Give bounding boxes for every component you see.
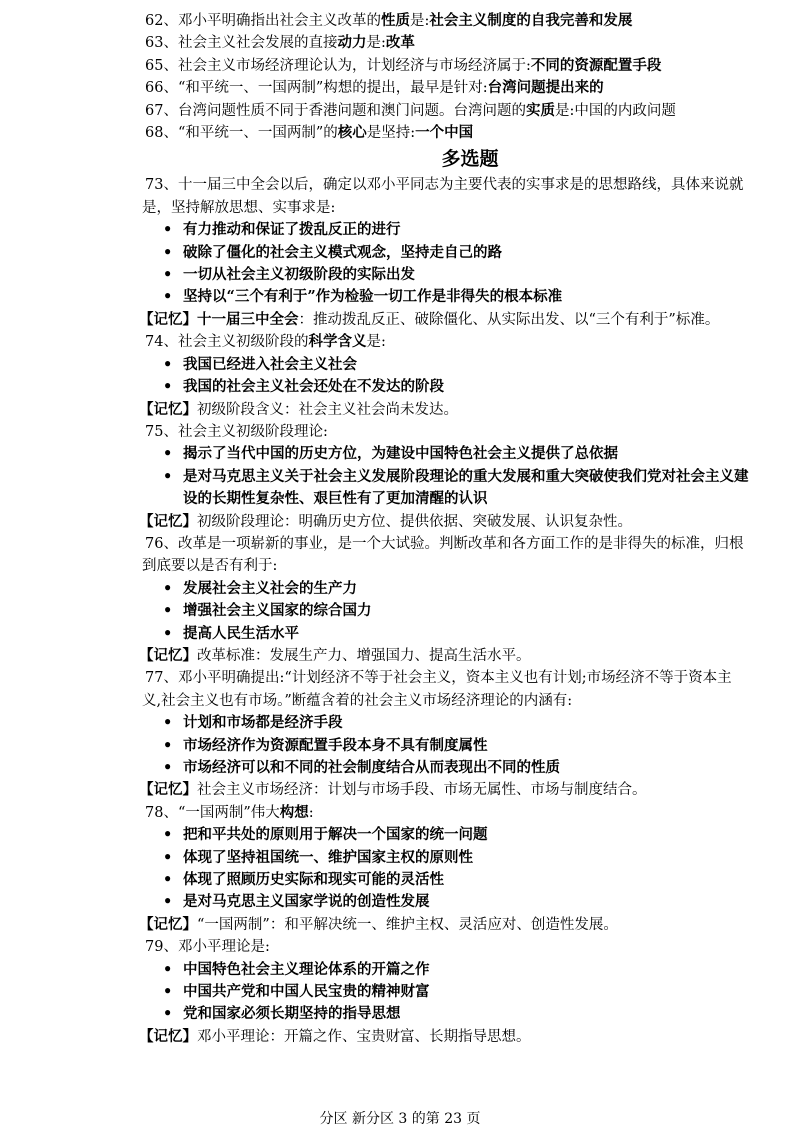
option: • 市场经济可以和不同的社会制度结合从而表现出不同的性质: [145, 757, 765, 779]
option: • 把和平共处的原则用于解决一个国家的统一问题: [145, 824, 765, 846]
memory-note: 【记忆】邓小平理论：开篇之作、宝贵财富、长期指导思想。: [139, 1027, 531, 1045]
question-76: [139, 533, 765, 667]
option-list: [145, 578, 765, 645]
option: • 计划和市场都是经济手段: [145, 712, 765, 734]
memory-note: 【记忆】初级阶段理论：明确历史方位、提供依据、突破发展、认识复杂性。: [139, 512, 632, 530]
item-68: 68、“和平统一、一国两制”的核心是坚持:一个中国: [145, 124, 474, 142]
question-77: [139, 667, 765, 801]
option: • 增强社会主义国家的综合国力: [145, 600, 765, 622]
question-stem: 76、改革是一项崭新的事业，是一个大试验。判断改革和各方面工作的是非得失的标准，归根: [145, 535, 744, 552]
option: • 揭示了当代中国的历史方位，为建设中国特色社会主义提供了总依据: [145, 443, 765, 465]
question-stem: 78、“一国两制”伟大构想:: [145, 803, 314, 821]
memory-note: 【记忆】社会主义市场经济：计划与市场手段、市场无属性、市场与制度结合。: [139, 781, 647, 799]
question-stem: 73、十一届三中全会以后，确定以邓小平同志为主要代表的实事求是的思想路线，具体来说就: [145, 177, 744, 194]
option: • 坚持以“三个有利于”作为检验一切工作是非得失的根本标准: [145, 286, 765, 308]
question-stem-cont: 到底要以是否有利于:: [142, 558, 278, 575]
option: • 体现了坚持祖国统一、维护国家主权的原则性: [145, 847, 765, 869]
option: • 有力推动和保证了拨乱反正的进行: [145, 219, 765, 241]
memory-note: 【记忆】初级阶段含义：社会主义社会尚未发达。: [139, 400, 458, 418]
option-list: [145, 219, 765, 309]
option-list: [145, 959, 765, 1026]
question-75: [139, 421, 765, 533]
item-62: 62、邓小平明确指出社会主义改革的性质是:社会主义制度的自我完善和发展: [145, 12, 633, 29]
item-67: 67、台湾问题性质不同于香港问题和澳门问题。台湾问题的实质是:中国的内政问题: [145, 101, 676, 119]
page-footer: 分区 新分区 3 的第 23 页: [319, 1111, 481, 1127]
option-list: [145, 354, 765, 399]
option: • 党和国家必须长期坚持的指导思想: [145, 1003, 765, 1025]
option: • 我国的社会主义社会还处在不发达的阶段: [145, 376, 765, 398]
option: • 我国已经进入社会主义社会: [145, 354, 765, 376]
question-79: [139, 936, 765, 1048]
question-74: [139, 331, 765, 421]
question-78: [139, 802, 765, 936]
option: • 中国共产党和中国人民宝贵的精神财富: [145, 981, 765, 1003]
question-stem: 75、社会主义初级阶段理论:: [145, 423, 328, 440]
option: • 一切从社会主义初级阶段的实际出发: [145, 264, 765, 286]
question-stem: 77、邓小平明确提出:“计划经济不等于社会主义，资本主义也有计划;市场经济不等于资本主: [145, 670, 732, 687]
question-stem: 79、邓小平理论是:: [145, 939, 270, 956]
option: • 是对马克思主义国家学说的创造性发展: [145, 891, 765, 913]
item-66: 66、“和平统一、一国两制”构想的提出，最早是针对:台湾问题提出来的: [145, 79, 604, 97]
option-list: [145, 712, 765, 779]
option: • 破除了僵化的社会主义模式观念，坚持走自己的路: [145, 242, 765, 264]
item-65: 65、社会主义市场经济理论认为，计划经济与市场经济属于:不同的资源配置手段: [145, 56, 662, 74]
item-63: 63、社会主义社会发展的直接动力是:改革: [145, 34, 415, 52]
option: • 提高人民生活水平: [145, 623, 765, 645]
section-title: 多选题: [441, 148, 499, 171]
memory-note: 【记忆】“一国两制”：和平解决统一、维护主权、灵活应对、创造性发展。: [139, 915, 618, 933]
page-content: [139, 10, 765, 1048]
option: • 中国特色社会主义理论体系的开篇之作: [145, 959, 765, 981]
question-stem-cont: 义,社会主义也有市场。”断蕴含着的社会主义市场经济理论的内涵有:: [142, 692, 573, 709]
option: • 发展社会主义社会的生产力: [145, 578, 765, 600]
memory-note: 【记忆】改革标准：发展生产力、增强国力、提高生活水平。: [139, 646, 531, 664]
question-stem-cont: 是，坚持解放思想、实事求是:: [142, 199, 336, 216]
memory-note: 【记忆】十一届三中全会：推动拨乱反正、破除僵化、从实际出发、以“三个有利于”标准。: [139, 310, 720, 328]
option-list: [145, 824, 765, 914]
question-73: [139, 174, 765, 331]
option: • 是对马克思主义关于社会主义发展阶段理论的重大发展和重大突破使我们党对社会主义建设的长期性复杂性、艰巨性有了更加清醒的认识: [145, 466, 765, 511]
option: • 体现了照顾历史实际和现实可能的灵活性: [145, 869, 765, 891]
option-list: [145, 443, 765, 510]
option: • 市场经济作为资源配置手段本身不具有制度属性: [145, 735, 765, 757]
question-stem: 74、社会主义初级阶段的科学含义是:: [145, 333, 386, 351]
